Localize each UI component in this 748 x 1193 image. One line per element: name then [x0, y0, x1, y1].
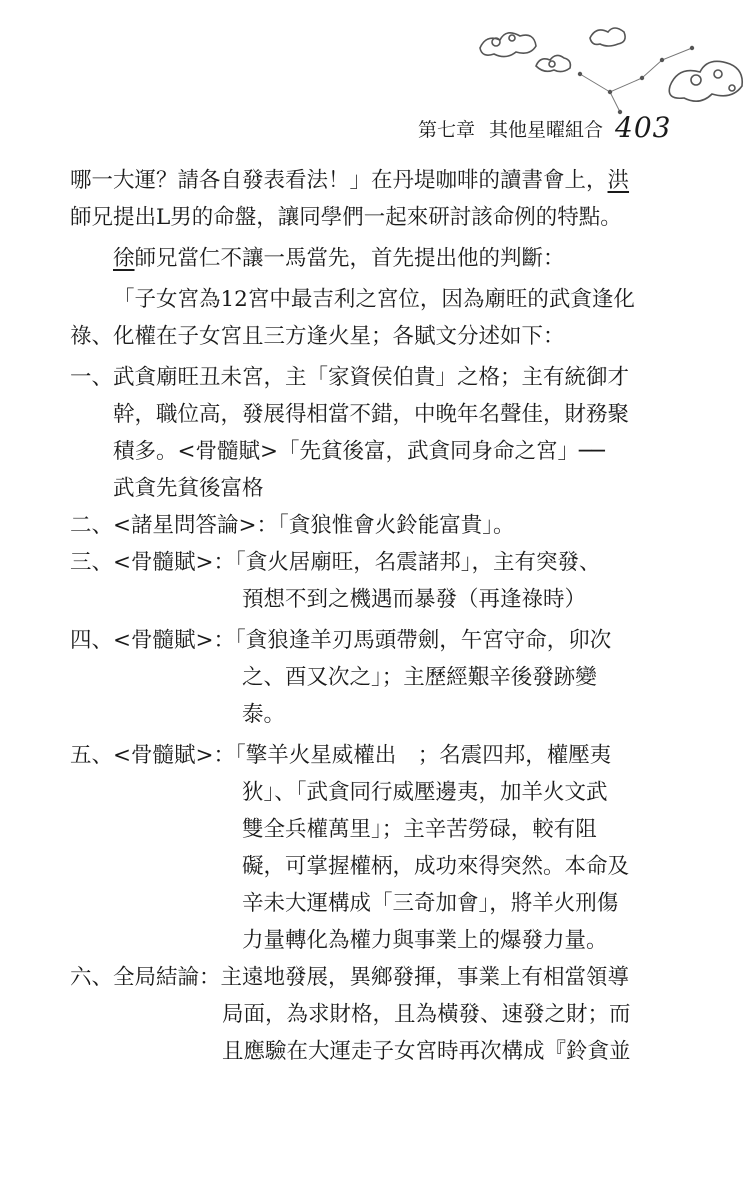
list-item-1: 一、武貪廟旺丑未宮，主「家資侯伯貴」之格；主有統御才: [70, 365, 630, 390]
text-line: 積多。<骨髓賦>「先貧後富，武貪同身命之宮」──: [113, 439, 605, 464]
text-line: 之、酉又次之」；主歷經艱辛後發跡變: [242, 665, 597, 690]
text-line: 力量轉化為權力與事業上的爆發力量。: [242, 928, 608, 953]
list-item-4: 四、<骨髓賦>：「貪狼逢羊刃馬頭帶劍，午宮守命，卯次: [70, 628, 612, 653]
text-line: 武貪先貧後富格: [113, 476, 264, 501]
text-line: 雙全兵權萬里」；主辛苦勞碌，較有阻: [242, 817, 597, 842]
text-line: 且應驗在大運走子女宮時再次構成『鈴貪並: [222, 1039, 631, 1064]
list-item-5: 五、<骨髓賦>：「擎羊火星威權出 ；名震四邦，權壓夷: [70, 743, 612, 768]
text-line: 哪一大運？請各自發表看法！」在丹堤咖啡的讀書會上，洪: [70, 168, 630, 193]
text-line: 祿、化權在子女宮且三方逢火星；各賦文分述如下：: [70, 324, 565, 349]
cloud-star-ornament: [460, 8, 748, 118]
list-item-6: 六、全局結論：主遠地發展，異鄉發揮，事業上有相當領導: [70, 965, 630, 990]
text-line: 徐師兄當仁不讓一馬當先，首先提出他的判斷：: [113, 246, 565, 271]
page-number: 403: [615, 111, 672, 144]
text-line: 狄」、「武貪同行威壓邊夷，加羊火文武: [242, 780, 608, 805]
text-line: 師兄提出L男的命盤，讓同學們一起來研討該命例的特點。: [70, 205, 622, 230]
underlined-name: 徐: [113, 246, 135, 271]
running-header: [418, 108, 708, 142]
text-line: 幹，職位高，發展得相當不錯，中晚年名聲佳，財務聚: [113, 402, 630, 427]
chapter-number: 第七章: [418, 119, 476, 141]
text-line: 局面，為求財格，且為橫發、速發之財；而: [222, 1002, 631, 1027]
text-line: 「子女宮為12宮中最吉利之宮位，因為廟旺的武貪逢化: [113, 287, 635, 312]
chapter-title: 其他星曜組合: [489, 119, 604, 141]
text-line: 礙，可掌握權柄，成功來得突然。本命及: [242, 854, 630, 879]
text-line: 預想不到之機遇而暴發（再逢祿時）: [242, 587, 587, 612]
list-item-3: 三、<骨髓賦>：「貪火居廟旺，名震諸邦」，主有突發、: [70, 550, 601, 575]
page-body: [70, 162, 690, 1070]
underlined-name: 洪: [607, 168, 630, 193]
list-item-2: 二、<諸星問答論>：「貪狼惟會火鈴能富貴」。: [70, 513, 515, 538]
text-line: 辛未大運構成「三奇加會」，將羊火刑傷: [242, 891, 619, 916]
text-line: 泰。: [242, 702, 286, 727]
